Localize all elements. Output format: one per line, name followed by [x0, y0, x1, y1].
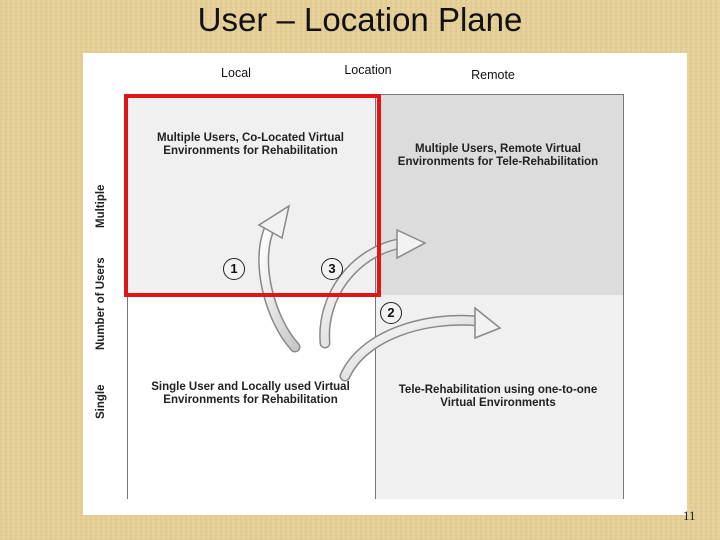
axis-label-multiple: Multiple [95, 184, 107, 228]
quadrant-top-right-line2: Environments for Tele-Rehabilitation [397, 156, 599, 168]
axis-label-single: Single [95, 384, 107, 419]
marker-1: 1 [223, 258, 245, 280]
quadrant-top-left-line1: Multiple Users, Co-Located Virtual [156, 132, 344, 144]
marker-2: 2 [380, 302, 402, 324]
axis-title-number-of-users: Number of Users [95, 257, 107, 350]
quadrant-bottom-right-line1: Tele-Rehabilitation using one-to-one [398, 384, 598, 396]
page-number: 11 [683, 508, 696, 523]
highlight-box [124, 94, 381, 297]
axis-label-local: Local [221, 66, 251, 80]
quadrant-bottom-left-line2: Environments for Rehabilitation [163, 394, 338, 406]
arrow-3-head [397, 230, 425, 258]
slide-title: User – Location Plane [197, 1, 523, 38]
marker-3: 3 [321, 258, 343, 280]
quadrant-bottom-left-line1: Single User and Locally used Virtual [151, 381, 350, 393]
quadrant-top-left-line2: Environments for Rehabilitation [163, 145, 338, 157]
arrow-2-shaft-fill [345, 320, 478, 376]
user-location-diagram [83, 53, 687, 515]
axis-title-location: Location [344, 63, 392, 77]
quadrant-bottom-right-line2: Virtual Environments [440, 397, 556, 409]
arrow-2-head [475, 308, 500, 338]
axis-label-remote: Remote [471, 68, 515, 82]
quadrant-top-right-line1: Multiple Users, Remote Virtual [415, 143, 581, 155]
